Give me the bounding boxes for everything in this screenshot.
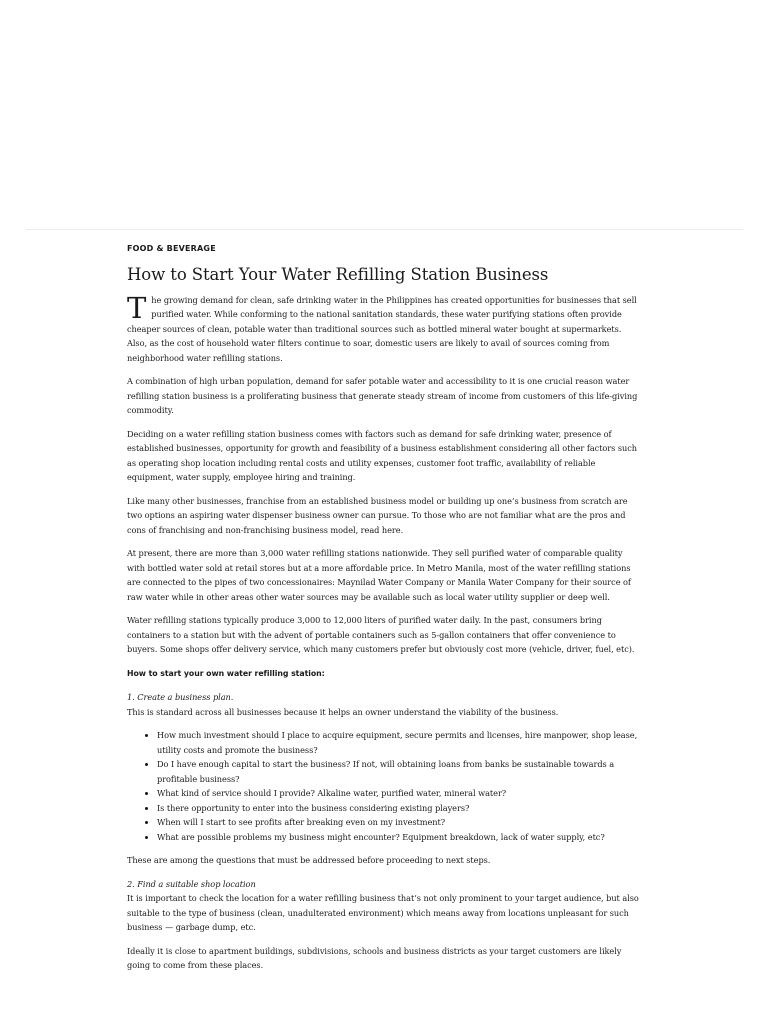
list-item: • Do I have enough capital to start the business? If not, will obtaining loans from banks be sustainable towards a profitable business? [157,757,643,786]
question-list [127,728,643,844]
list-item: • How much investment should I place to acquire equipment, secure permits and licenses, hire manpower, shop lease, utility costs and promote the business? [157,728,643,757]
intro-paragraph [127,290,643,366]
body-paragraph: A combination of high urban population, demand for safer potable water and accessibility to it is one crucial reason water refilling station business is a proliferating business that generate steady stream of income from customers of this life-giving commodity. [127,376,638,416]
body-paragraph: Like many other businesses, franchise from an established business model or building up one’s business from scratch are two options an aspiring water dispenser business owner can pursue. To those who are not familiar what are the pros and cons of franchising and non-franchising business model, read here. [127,495,628,535]
step-2-title: 2. Find a suitable shop location [127,878,256,889]
list-item: • What kind of service should I provide? Alkaline water, purified water, mineral water? [157,786,643,801]
list-item: • What are possible problems my business might encounter? Equipment breakdown, lack of water supply, etc? [157,830,643,845]
subhead-text: How to start your own water refilling station: [127,668,325,678]
drop-cap: T [127,290,147,325]
body-paragraph: At present, there are more than 3,000 water refilling stations nationwide. They sell purified water of comparable quality with bottled water sold at retail stores but at a more affordable price. In Metro Manila, most of the water refilling stations are connected to the pipes of two concessionaires: Maynilad Water Company or Manila Water Company for their source of raw water while in other areas other water sources may be available such as local water utility supplier or deep well. [127,548,631,602]
body-paragraph: These are among the questions that must be addressed before proceeding to next steps. [127,855,491,866]
list-item: • When will I start to see profits after breaking even on my investment? [157,815,643,830]
body-paragraph: Water refilling stations typically produce 3,000 to 12,000 liters of purified water daily. In the past, consumers bring containers to a station but with the advent of portable containers such as 5-gallon containers that offer convenience to buyers. Some shops offer delivery service, which many customers prefer but obviously cost more (vehicle, driver, fuel, etc). [127,615,635,655]
step-2-text: It is important to check the location for a water refilling business that’s not only prominent to your target audience, but also suitable to the type of business (clean, unadulterated environment) which means away from locations unpleasant for such business — garbage dump, etc. [127,893,639,933]
step-1-title: 1. Create a business plan. [127,692,234,703]
body-paragraph: Ideally it is close to apartment buildings, subdivisions, schools and business districts as your target customers are likely going to come from these places. [127,945,622,971]
article-title: How to Start Your Water Refilling Station Business [127,265,549,284]
intro-text: he growing demand for clean, safe drinking water in the Philippines has created opportunities for businesses that sell purified water. While conforming to the national sanitation standards, these water purifying stations often provide cheaper sources of clean, potable water than traditional sources such as bottled mineral water bought at supermarkets. Also, as the cost of household water filters continue to soar, domestic users are likely to avail of sources coming from neighborhood water refilling stations. [127,294,637,363]
article [127,244,643,982]
step-2 [127,877,643,935]
body-paragraph: Deciding on a water refilling station business comes with factors such as demand for safe drinking water, presence of established businesses, opportunity for growth and feasibility of a business establishment considering all other factors such as operating shop location including rental costs and utility expenses, customer foot traffic, availability of reliable equipment, water supply, employee hiring and training. [127,428,638,483]
header-divider [26,229,743,230]
section-subhead [127,666,643,682]
list-item: • Is there opportunity to enter into the business considering existing players? [157,801,643,816]
step-1 [127,690,643,719]
category-label[interactable]: FOOD & BEVERAGE [127,244,216,253]
step-1-text: This is standard across all businesses because it helps an owner understand the viability of the business. [127,706,559,717]
